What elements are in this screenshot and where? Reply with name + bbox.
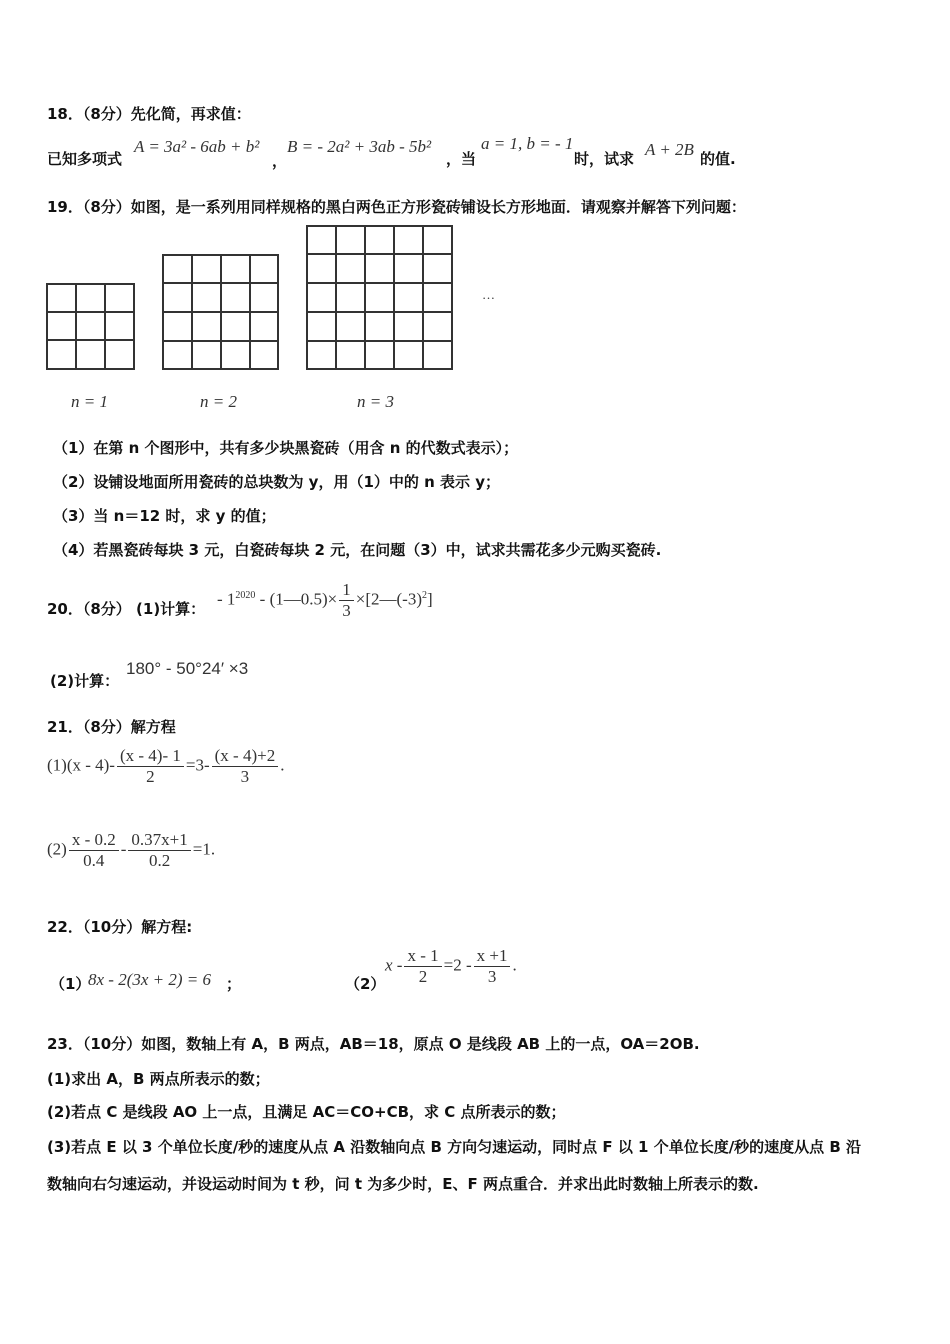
tile-figure-n3 xyxy=(306,225,454,371)
q23-part3a: (3)若点 E 以 3 个单位长度/秒的速度从点 A 沿数轴向点 B 方向匀速运动，同时点 F 以 1 个单位长度/秒的速度从点 B 沿 xyxy=(47,1138,862,1156)
q22-p2-end: . xyxy=(512,955,517,975)
q21-eq1-end: . xyxy=(280,755,285,775)
q21-eq1-f1-num: (x - 4)- 1 xyxy=(117,746,184,767)
q23-header: 23．（10分）如图，数轴上有 A，B 两点，AB＝18，原点 O 是线段 AB 上的一点，OA＝2OB. xyxy=(47,1035,700,1053)
q22-p2-f1-num: x - 1 xyxy=(404,946,441,967)
q21-header: 21．（8分）解方程 xyxy=(47,718,176,736)
q22-p2-mid: =2 - xyxy=(443,955,472,975)
q20-expr1-exp2: 2 xyxy=(421,589,427,601)
q19-part3: （3）当 n＝12 时，求 y 的值； xyxy=(53,507,276,525)
q22-part1-expr: 8x - 2(3x + 2) = 6 xyxy=(88,970,212,989)
q21-eq2-f2-num: 0.37x+1 xyxy=(128,830,190,851)
q20-header: 20．（8分） (1)计算： xyxy=(47,600,206,618)
figure-label-n1: n = 1 xyxy=(71,392,108,411)
q20-part2-label: (2)计算： xyxy=(50,672,120,690)
q18-tail: 的值. xyxy=(700,150,736,168)
q22-p2-f2-den: 3 xyxy=(487,967,497,986)
q21-eq2-f1-den: 0.4 xyxy=(83,851,105,870)
q21-eq1-f1-den: 2 xyxy=(146,767,155,786)
q20-expr1 xyxy=(217,580,433,621)
q18-comma: ， xyxy=(272,152,288,170)
q18-ask: 时，试求 xyxy=(574,150,635,168)
q21-eq1-mid: =3- xyxy=(185,755,210,775)
q20-expr1-a: - 1 xyxy=(217,589,236,609)
q22-part2-label: （2） xyxy=(345,975,386,993)
figure-ellipsis: … xyxy=(482,287,495,302)
q19-part4: （4）若黑瓷砖每块 3 元，白瓷砖每块 2 元，在问题（3）中，试求共需花多少元购买瓷砖. xyxy=(53,541,662,559)
q18-header: 18．（8分）先化简，再求值： xyxy=(47,105,251,123)
q21-eq2-f2-den: 0.2 xyxy=(148,851,171,870)
q18-expr-b: B = - 2a² + 3ab - 5b² xyxy=(287,137,432,156)
q21-eq2-f1-num: x - 0.2 xyxy=(69,830,119,851)
figure-label-n3: n = 3 xyxy=(357,392,394,411)
q22-part2-expr xyxy=(385,946,517,987)
q20-frac-den: 3 xyxy=(342,601,351,620)
q21-eq1-f2-den: 3 xyxy=(240,767,250,786)
q20-expr1-c: ×[2—(-3) xyxy=(355,589,422,609)
q21-eq2 xyxy=(47,830,215,871)
q18-when: ，当 xyxy=(446,150,477,168)
q19-part1: （1）在第 n 个图形中，共有多少块黑瓷砖（用含 n 的代数式表示）； xyxy=(53,439,519,457)
q23-part2: (2)若点 C 是线段 AO 上一点，且满足 AC＝CO+CB，求 C 点所表示的数； xyxy=(47,1103,566,1121)
q20-expr2: 180° - 50°24′ ×3 xyxy=(126,659,249,678)
q18-condition: a = 1, b = - 1 xyxy=(481,134,574,153)
q21-eq1-f2-num: (x - 4)+2 xyxy=(212,746,279,767)
q18-expr-a: A = 3a² - 6ab + b² xyxy=(134,137,260,156)
q22-header: 22．（10分）解方程: xyxy=(47,918,193,936)
q21-eq2-mid: - xyxy=(120,839,127,859)
q23-part1: (1)求出 A，B 两点所表示的数； xyxy=(47,1070,270,1088)
q21-eq1-lead: (1)(x - 4)- xyxy=(47,755,115,775)
q21-eq2-lead: (2) xyxy=(47,839,67,859)
q19-header: 19．（8分）如图，是一系列用同样规格的黑白两色正方形瓷砖铺设长方形地面．请观察并解答下列问题： xyxy=(47,198,746,216)
tile-figure-n2 xyxy=(162,254,280,371)
q20-expr1-b: - (1—0.5)× xyxy=(255,589,338,609)
q20-expr1-exp: 2020 xyxy=(235,589,256,601)
figure-label-n2: n = 2 xyxy=(200,392,237,411)
q22-part1-end: ； xyxy=(226,975,242,993)
q22-p2-f2-num: x +1 xyxy=(474,946,511,967)
q22-part1-label: （1） xyxy=(50,975,91,993)
tile-figure-n1 xyxy=(46,283,136,371)
q22-p2-f1-den: 2 xyxy=(418,967,428,986)
q18-lead: 已知多项式 xyxy=(47,150,123,168)
q18-target: A + 2B xyxy=(645,140,694,159)
q19-part2: （2）设铺设地面所用瓷砖的总块数为 y，用（1）中的 n 表示 y； xyxy=(53,473,500,491)
q21-eq1 xyxy=(47,746,284,787)
q23-part3b: 数轴向右匀速运动，并设运动时间为 t 秒，问 t 为多少时，E、F 两点重合．并求出此时数轴上所表示的数. xyxy=(47,1175,759,1193)
q20-frac-num: 1 xyxy=(339,580,354,601)
q20-expr1-d: ] xyxy=(426,589,433,609)
q21-eq2-end: =1. xyxy=(192,839,216,859)
q22-p2-lead: x - xyxy=(385,955,403,975)
